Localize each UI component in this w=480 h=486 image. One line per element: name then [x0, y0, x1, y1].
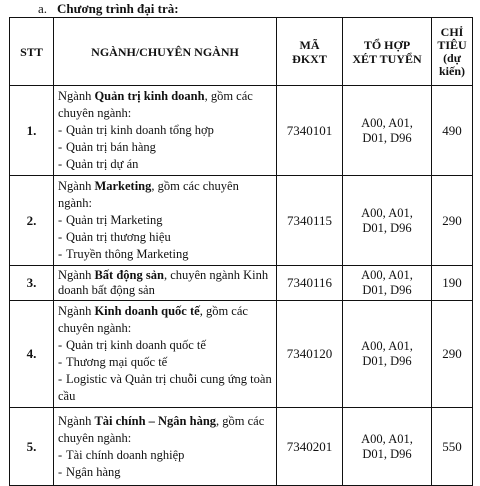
sub-major-label: Ngân hàng — [66, 464, 121, 479]
header-quota-line1: CHỈ — [440, 24, 464, 39]
sub-major-label: Quản trị dự án — [66, 157, 139, 171]
sub-major-label: Quản trị thương hiệu — [66, 230, 171, 244]
sub-major-label: Thương mại quốc tế — [66, 355, 168, 369]
header-code-line2: ĐKXT — [292, 51, 327, 66]
sub-major-item: - Thương mại quốc tế — [58, 355, 168, 369]
row-quota: 190 — [432, 266, 473, 301]
table-row — [10, 408, 473, 486]
header-stt: STT — [10, 18, 54, 86]
row-major — [54, 266, 277, 301]
header-code-line1: MÃ — [299, 37, 320, 52]
section-title: Chương trình đại trà: — [57, 1, 179, 16]
header-major: NGÀNH/CHUYÊN NGÀNH — [54, 18, 277, 86]
row-code: 7340116 — [277, 266, 343, 301]
major-title — [58, 88, 273, 122]
major-prefix: Ngành — [58, 268, 95, 282]
table-row — [10, 301, 473, 408]
row-code: 7340201 — [277, 408, 343, 486]
sub-major-label: Quản trị Marketing — [66, 213, 163, 227]
table-header-row — [10, 18, 473, 86]
sub-major-label: Quản trị kinh doanh quốc tế — [66, 338, 206, 352]
header-combo-line1: TỔ HỢP — [363, 37, 411, 52]
sub-major-label: Quản trị bán hàng — [66, 140, 156, 154]
row-quota: 290 — [432, 301, 473, 408]
table-row — [10, 266, 473, 301]
section-number: a. — [38, 1, 48, 16]
sub-major-item: - Tài chính doanh nghiệp — [58, 447, 185, 462]
combo-line2: D01, D96 — [362, 446, 412, 461]
combo-line1: A00, A01, — [361, 268, 413, 282]
table-row — [10, 86, 473, 176]
header-combo — [343, 18, 432, 86]
row-stt: 1. — [10, 86, 54, 176]
row-combo — [343, 86, 432, 176]
sub-major-item: - Ngân hàng — [58, 464, 121, 479]
sub-major-item: - Logistic và Quản trị chuỗi cung ứng toàn cầu — [58, 372, 272, 403]
major-suffix: , gồm các chuyên ngành: — [58, 413, 265, 445]
header-quota-line2: TIÊU — [437, 37, 467, 52]
row-stt: 2. — [10, 176, 54, 266]
header-quota-line4: kiến) — [438, 63, 465, 78]
row-major — [54, 176, 277, 266]
major-title — [58, 178, 273, 212]
sub-major-item: - Quản trị Marketing — [58, 213, 163, 227]
major-prefix: Ngành — [58, 304, 95, 318]
combo-line1: A00, A01, — [361, 115, 413, 130]
major-name: Marketing — [94, 179, 152, 193]
sub-major-item: - Quản trị kinh doanh quốc tế — [58, 338, 206, 352]
major-prefix: Ngành — [58, 179, 95, 193]
major-suffix: , gồm các chuyên ngành: — [58, 89, 253, 120]
sub-major-label: Tài chính doanh nghiệp — [66, 447, 185, 462]
major-name: Bất động sản — [94, 268, 164, 282]
major-prefix: Ngành — [58, 89, 95, 103]
sub-major-item: - Truyền thông Marketing — [58, 247, 189, 261]
major-title — [58, 268, 273, 298]
header-combo-line2: XÉT TUYỂN — [352, 51, 422, 66]
combo-line1: A00, A01, — [361, 205, 413, 220]
major-suffix: , chuyên ngành Kinh doanh bất động sản — [58, 268, 269, 297]
sub-major-item: - Quản trị dự án — [58, 157, 139, 171]
combo-line2: D01, D96 — [362, 354, 412, 368]
table-row — [10, 176, 473, 266]
row-combo — [343, 266, 432, 301]
combo-line2: D01, D96 — [362, 220, 412, 235]
row-stt: 5. — [10, 408, 54, 486]
sub-major-item: - Quản trị thương hiệu — [58, 230, 171, 244]
row-code: 7340101 — [277, 86, 343, 176]
header-code — [277, 18, 343, 86]
row-quota: 490 — [432, 86, 473, 176]
combo-line2: D01, D96 — [362, 283, 412, 297]
row-major — [54, 301, 277, 408]
major-suffix: , gồm các chuyên ngành: — [58, 179, 239, 210]
major-suffix: , gồm các chuyên ngành: — [58, 304, 248, 335]
sub-major-item: - Quản trị kinh doanh tổng hợp — [58, 123, 214, 137]
row-stt: 3. — [10, 266, 54, 301]
major-name: Quản trị kinh doanh — [94, 89, 205, 103]
row-stt: 4. — [10, 301, 54, 408]
major-name: Tài chính – Ngân hàng — [94, 413, 217, 428]
major-name: Kinh doanh quốc tế — [94, 304, 200, 318]
major-title — [58, 303, 273, 337]
header-quota — [432, 18, 473, 86]
combo-line1: A00, A01, — [361, 431, 413, 446]
row-major — [54, 86, 277, 176]
row-code: 7340120 — [277, 301, 343, 408]
row-quota: 550 — [432, 408, 473, 486]
sub-major-label: Logistic và Quản trị chuỗi cung ứng toàn cầu — [58, 372, 272, 403]
sub-major-item: - Quản trị bán hàng — [58, 140, 156, 154]
row-combo — [343, 176, 432, 266]
row-code: 7340115 — [277, 176, 343, 266]
row-quota: 290 — [432, 176, 473, 266]
section-heading — [38, 1, 179, 17]
combo-line2: D01, D96 — [362, 130, 412, 145]
sub-major-label: Quản trị kinh doanh tổng hợp — [66, 123, 214, 137]
major-title — [58, 413, 273, 447]
row-major — [54, 408, 277, 486]
row-combo — [343, 408, 432, 486]
major-prefix: Ngành — [58, 413, 95, 428]
admissions-table — [9, 17, 473, 486]
sub-major-label: Truyền thông Marketing — [66, 247, 189, 261]
header-quota-line3: (dự — [443, 50, 461, 65]
row-combo — [343, 301, 432, 408]
combo-line1: A00, A01, — [361, 339, 413, 353]
